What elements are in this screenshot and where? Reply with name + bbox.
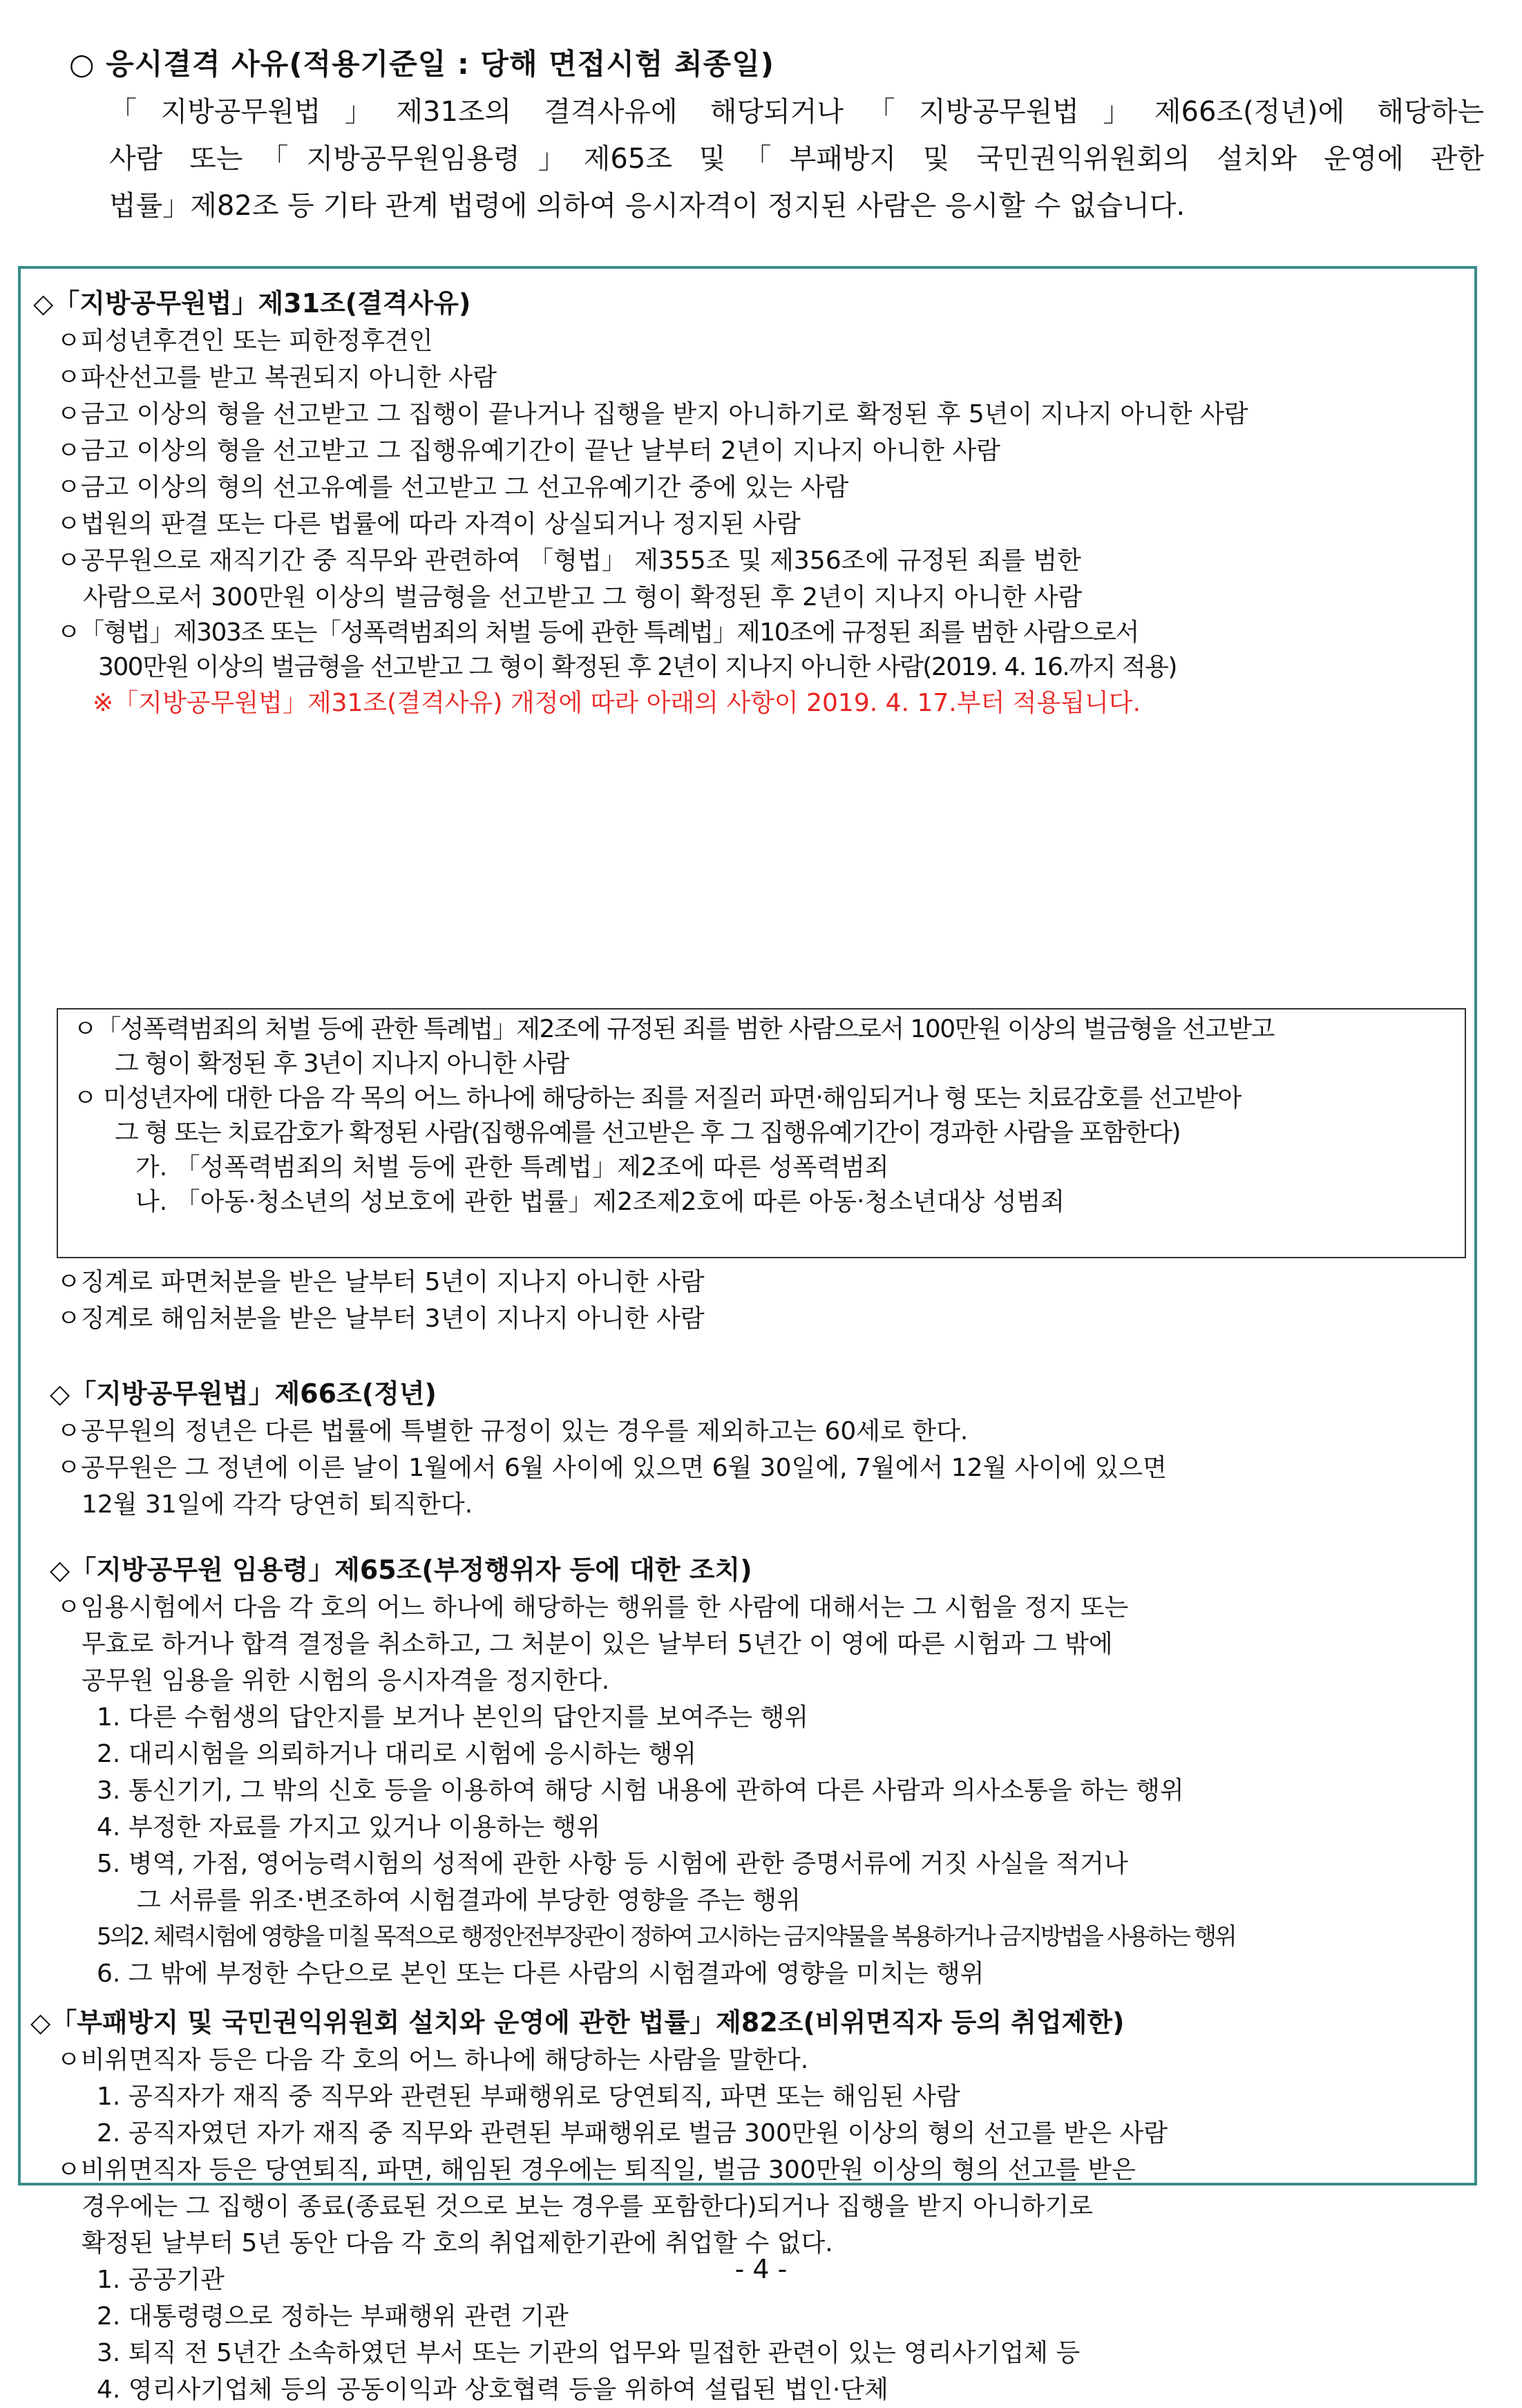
section-title: ◇「지방공무원법」제31조(결격사유) (33, 288, 471, 319)
list-item: ㅇ징계로 파면처분을 받은 날부터 5년이 지나지 아니한 사람 (57, 1268, 705, 1296)
list-item-continuation: 확정된 날부터 5년 동안 다음 각 호의 취업제한기관에 취업할 수 없다. (82, 2229, 833, 2257)
numbered-item: 1. 공공기관 (97, 2266, 225, 2294)
list-item: ㅇ금고 이상의 형을 선고받고 그 집행이 끝나거나 집행을 받지 아니하기로 확정된 후 5년이 지나지 아니한 사람 (57, 400, 1248, 428)
list-item: ㅇ공무원은 그 정년에 이른 날이 1월에서 6월 사이에 있으면 6월 30일에, 7월에서 12월 사이에 있으면 (57, 1454, 1167, 1482)
numbered-item: 3. 퇴직 전 5년간 소속하였던 부서 또는 기관의 업무와 밀접한 관련이 있는 영리사기업체 등 (97, 2339, 1081, 2367)
list-item: ㅇ법원의 판결 또는 다른 법률에 따라 자격이 상실되거나 정지된 사람 (57, 510, 801, 538)
list-item: ㅇ 미성년자에 대한 다음 각 목의 어느 하나에 해당하는 죄를 저질러 파면‧해임되거나 형 또는 치료감호를 선고받아 (73, 1084, 1241, 1112)
intro-line: 법률」제82조 등 기타 관계 법령에 의하여 응시자격이 정지된 사람은 응시할 수 없습니다. (109, 190, 1186, 222)
list-item-continuation: 무효로 하거나 합격 결정을 취소하고, 그 처분이 있은 날부터 5년간 이 영에 따른 시험과 그 밖에 (82, 1630, 1113, 1658)
list-item: ㅇ비위면직자 등은 다음 각 호의 어느 하나에 해당하는 사람을 말한다. (57, 2046, 809, 2074)
numbered-item: 2. 공직자였던 자가 재직 중 직무와 관련된 부패행위로 벌금 300만원 이상의 형의 선고를 받은 사람 (97, 2119, 1168, 2148)
intro-paragraph (109, 88, 1484, 229)
numbered-item: 1. 공직자가 재직 중 직무와 관련된 부패행위로 당연퇴직, 파면 또는 해임된 사람 (97, 2083, 960, 2111)
amendment-box (57, 1008, 1466, 1258)
section-title: ◇「부패방지 및 국민권익위원회 설치와 운영에 관한 법률」제82조(비위면직자 등의 취업제한) (30, 2007, 1125, 2038)
list-item: ㅇ금고 이상의 형을 선고받고 그 집행유예기간이 끝난 날부터 2년이 지나지 아니한 사람 (57, 437, 1000, 465)
list-item-continuation: 경우에는 그 집행이 종료(종료된 것으로 보는 경우를 포함한다)되거나 집행을 받지 아니하기로 (82, 2192, 1094, 2221)
list-item: ㅇ금고 이상의 형의 선고유예를 선고받고 그 선고유예기간 중에 있는 사람 (57, 473, 849, 502)
section-article-31 (21, 284, 1474, 721)
numbered-item: 2. 대리시험을 의뢰하거나 대리로 시험에 응시하는 행위 (97, 1740, 697, 1768)
section-anticorruption-82 (21, 2003, 1474, 2408)
numbered-item: 1. 다른 수험생의 답안지를 보거나 본인의 답안지를 보여주는 행위 (97, 1703, 809, 1732)
list-item: ㅇ피성년후견인 또는 피한정후견인 (57, 327, 433, 355)
list-item: ㅇ비위면직자 등은 당연퇴직, 파면, 해임된 경우에는 퇴직일, 벌금 300만원 이상의 형의 선고를 받은 (57, 2156, 1136, 2184)
list-item-continuation: 그 형 또는 치료감호가 확정된 사람(집행유예를 선고받은 후 그 집행유예기간이 경과한 사람을 포함한다) (115, 1119, 1181, 1147)
numbered-item: 5. 병역, 가점, 영어능력시험의 성적에 관한 사항 등 시험에 관한 증명서류에 거짓 사실을 적거나 (97, 1850, 1128, 1878)
legal-provisions-box (18, 266, 1477, 2404)
list-item-continuation: 공무원 임용을 위한 시험의 응시자격을 정지한다. (82, 1667, 610, 1695)
list-item-continuation: 300만원 이상의 벌금형을 선고받고 그 형이 확정된 후 2년이 지나지 아니한 사람(2019. 4. 16.까지 적용) (98, 653, 1177, 681)
numbered-item: 6. 그 밖에 부정한 수단으로 본인 또는 다른 사람의 시험결과에 영향을 미치는 행위 (97, 1960, 984, 1988)
sub-item: 나. 「아동‧청소년의 성보호에 관한 법률」제2조제2호에 따른 아동‧청소년대상 성범죄 (135, 1188, 1065, 1216)
amendment-box-content (58, 1012, 1465, 1220)
section-title: ◇「지방공무원법」제66조(정년) (50, 1378, 437, 1409)
list-item: ㅇ공무원의 정년은 다른 법률에 특별한 규정이 있는 경우를 제외하고는 60세로 한다. (57, 1417, 969, 1445)
list-item: ㅇ「형법」제303조 또는「성폭력범죄의 처벌 등에 관한 특례법」제10조에 규정된 죄를 범한 사람으로서 (57, 618, 1139, 647)
list-item: ㅇ파산선고를 받고 복권되지 아니한 사람 (57, 363, 497, 392)
list-item: ㅇ공무원으로 재직기간 중 직무와 관련하여 「형법」 제355조 및 제356조에 규정된 죄를 범한 (57, 547, 1081, 575)
page-number: - 4 - (734, 2254, 788, 2284)
list-item-continuation: 12월 31일에 각각 당연히 퇴직한다. (82, 1490, 473, 1519)
list-item: ㅇ징계로 해임처분을 받은 날부터 3년이 지나지 아니한 사람 (57, 1305, 705, 1333)
intro-line: 「지방공무원법」제31조의 결격사유에 해당되거나「지방공무원법」제66조(정년)에 해당하는 (109, 96, 1484, 128)
numbered-item: 4. 영리사기업체 등의 공동이익과 상호협력 등을 위하여 설립된 법인·단체 (97, 2376, 888, 2404)
numbered-item: 3. 통신기기, 그 밖의 신호 등을 이용하여 해당 시험 내용에 관하여 다른 사람과 의사소통을 하는 행위 (97, 1776, 1184, 1805)
list-item-continuation: 사람으로서 300만원 이상의 벌금형을 선고받고 그 형이 확정된 후 2년이 지나지 아니한 사람 (83, 583, 1083, 612)
section-article-66 (21, 1374, 1474, 1523)
intro-line: 사람 또는「지방공무원임용령」제65조 및「부패방지 및 국민권익위원회의 설치와 운영에 관한 (109, 143, 1484, 175)
section-decree-65 (21, 1551, 1474, 1992)
numbered-item: 5의2. 체력시험에 영향을 미칠 목적으로 행정안전부장관이 정하여 고시하는 금지약물을 복용하거나 금지방법을 사용하는 행위 (97, 1923, 1235, 1951)
sub-item: 가. 「성폭력범죄의 처벌 등에 관한 특례법」제2조에 따른 성폭력범죄 (135, 1153, 889, 1182)
numbered-item: 2. 대통령령으로 정하는 부패행위 관련 기관 (97, 2302, 569, 2331)
list-item-continuation: 그 형이 확정된 후 3년이 지나지 아니한 사람 (115, 1050, 569, 1078)
section-title: ◇「지방공무원 임용령」제65조(부정행위자 등에 대한 조치) (50, 1555, 752, 1585)
intro-title: ○ 응시결격 사유(적용기준일 : 당해 면접시험 최종일) (69, 47, 775, 81)
numbered-item: 4. 부정한 자료를 가지고 있거나 이용하는 행위 (97, 1813, 600, 1841)
amendment-note: ※「지방공무원법」제31조(결격사유) 개정에 따라 아래의 사항이 2019. 4. 17.부터 적용됩니다. (93, 689, 1141, 717)
list-item: ㅇ임용시험에서 다음 각 호의 어느 하나에 해당하는 행위를 한 사람에 대해서는 그 시험을 정지 또는 (57, 1593, 1129, 1622)
numbered-item-continuation: 그 서류를 위조‧변조하여 시험결과에 부당한 영향을 주는 행위 (137, 1886, 801, 1915)
section-article-31-continued (21, 1264, 1474, 1337)
list-item: ㅇ「성폭력범죄의 처벌 등에 관한 특례법」제2조에 규정된 죄를 범한 사람으로서 100만원 이상의 벌금형을 선고받고 (73, 1015, 1275, 1043)
